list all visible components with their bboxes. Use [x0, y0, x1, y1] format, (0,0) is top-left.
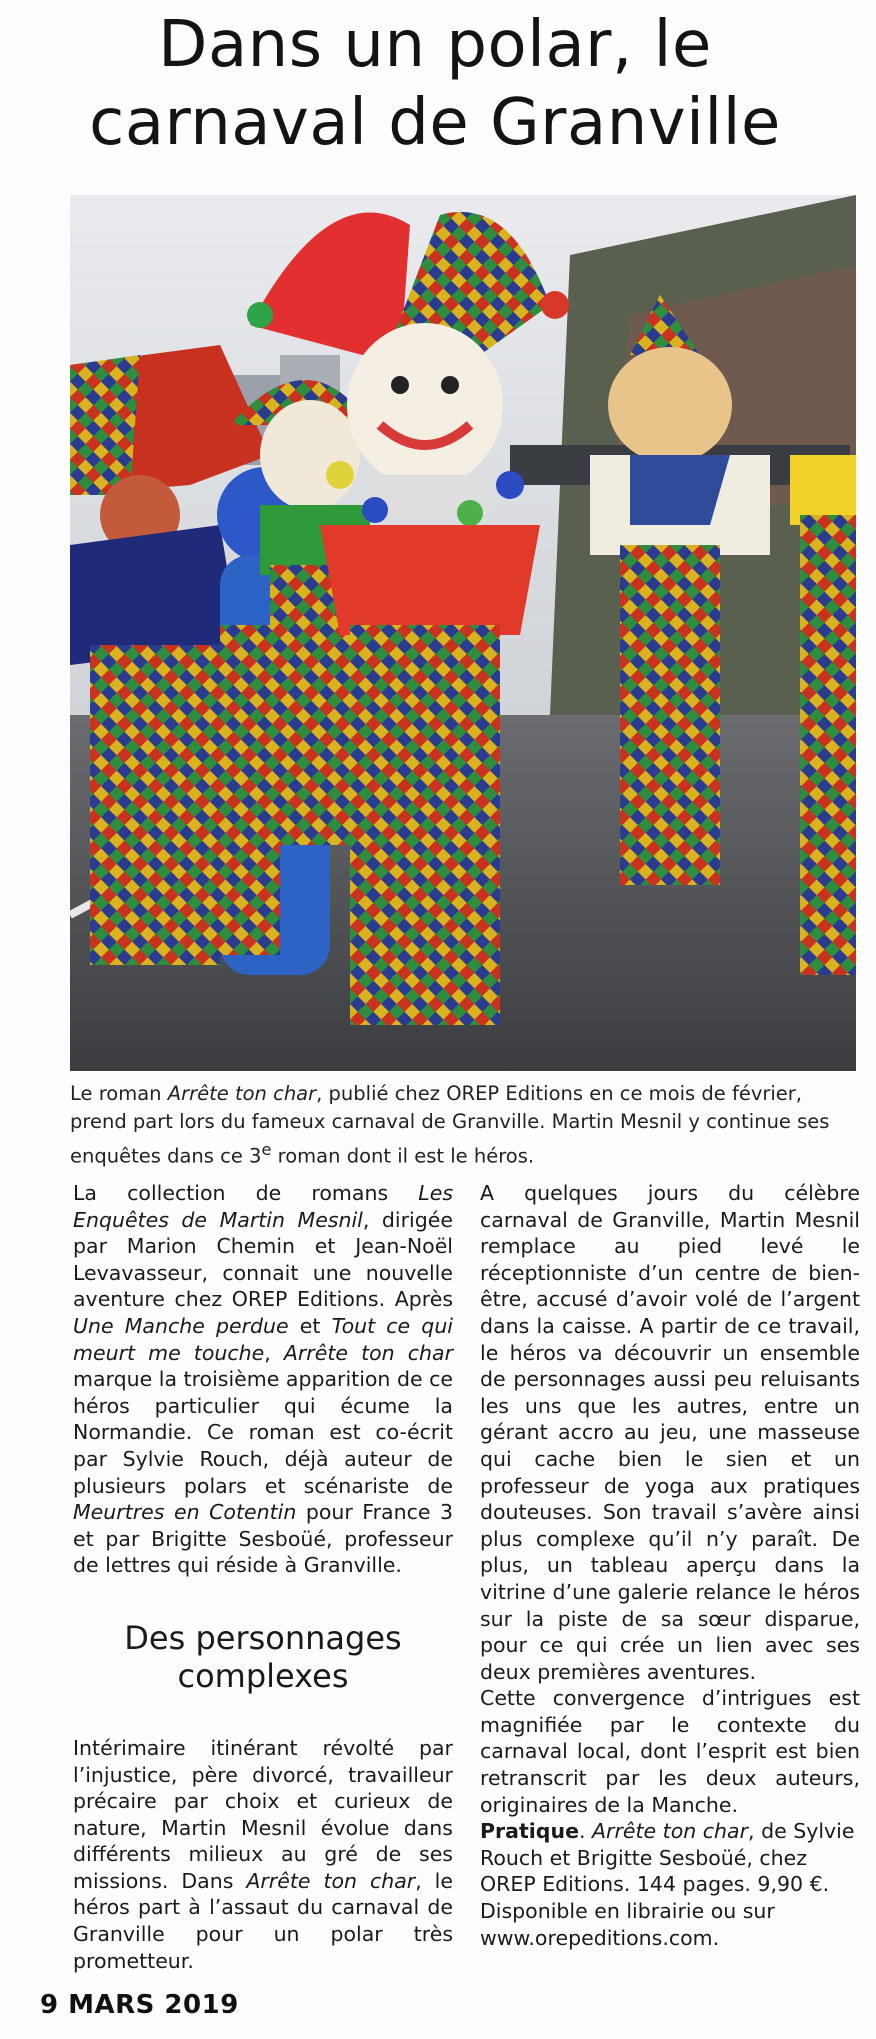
book-title: Tout ce qui meurt me touche: [73, 1313, 454, 1365]
book-title: Arrête ton char: [246, 1868, 416, 1893]
left-column: [73, 1180, 453, 1974]
caption-text: [70, 1080, 860, 1171]
headline-line-1: Dans un polar, le: [158, 8, 712, 82]
caption-ordinal: e: [261, 1140, 272, 1159]
character-paragraph: [73, 1735, 453, 1974]
text-span: , dirigée par Marion Chemin et Jean-Noël Levavasseur, connait une nouvelle aventure chez OREP Editions. Après: [73, 1207, 453, 1312]
plot-paragraph: A quelques jours du célèbre carnaval de Granville, Martin Mesnil remplace au pied levé le réceptionniste d’un centre de bien-être, accusé d’avoir volé de l’argent dans la caisse. A partir de ce travail, le héros va découvrir un ensemble de personnages aussi peu reluisants les uns que les autres, entre un gérant accro au jeu, une masseuse qui cache bien le sien et un professeur de yoga aux pratiques douteuses. Son travail s’avère ainsi plus complexe qu’il n’y paraît. De plus, un tableau aperçu dans la vitrine d’une galerie relance le héros sur la piste de sa sœur disparue, pour ce qui crée un lien avec ses deux premières aventures.: [480, 1181, 860, 1684]
text-span: pour France 3 et par Brigitte Sesboüé, professeur de lettres qui réside à Granville.: [73, 1500, 453, 1578]
caption-prefix: Le roman: [70, 1082, 168, 1105]
book-title: Arrête ton char: [283, 1340, 453, 1365]
text-span: ,: [264, 1340, 284, 1365]
headline-line-2: carnaval de Granville: [89, 86, 781, 160]
carnival-photo: [70, 195, 856, 1071]
caption-rest: , publié chez OREP Editions en ce mois de février, prend part lors du fameux carnaval de Granville. Martin Mesnil y continue ses enquêtes dans ce 3: [70, 1082, 830, 1168]
text-span: , le héros part à l’assaut du carnaval de Granville pour un polar très prometteur.: [73, 1868, 453, 1973]
book-title: Arrête ton char: [592, 1819, 749, 1844]
text-span: marque la troisième apparition de ce héros particulier qui écume la Normandie. Ce roman est co-écrit par Sylvie Rouch, déjà auteur de plusieurs polars et scénariste de: [73, 1367, 453, 1498]
photo-caption: [70, 1080, 860, 1171]
intro-paragraph: [73, 1180, 453, 1579]
convergence-paragraph: Cette convergence d’intrigues est magnifiée par le contexte du carnaval local, dont l’esprit est bien retranscrit par les deux auteurs, originaires de la Manche.: [480, 1686, 860, 1817]
caption-book-title: Arrête ton char: [167, 1082, 317, 1105]
issue-date: 9 MARS 2019: [40, 1990, 239, 2020]
section-subheading: [73, 1619, 453, 1695]
text-span: .: [578, 1819, 593, 1844]
caption-end: roman dont il est le héros.: [271, 1144, 535, 1168]
collection-title: Les Enquêtes de Martin Mesnil: [73, 1181, 453, 1232]
text-span: La collection de romans: [73, 1181, 419, 1205]
text-span: , de Sylvie Rouch et Brigitte Sesboüé, chez OREP Editions. 144 pages. 9,90 €. Disponible en librairie ou sur www.orepeditions.com.: [480, 1819, 855, 1950]
practical-label: Pratique: [480, 1819, 579, 1844]
book-title: Une Manche perdue: [73, 1313, 289, 1338]
subhead-line-1: Des personnages: [124, 1618, 402, 1657]
text-span: et: [288, 1313, 332, 1338]
series-title: Meurtres en Cotentin: [73, 1500, 297, 1525]
right-column: [480, 1180, 860, 1951]
headline: [40, 6, 830, 162]
text-span: Intérimaire itinérant révolté par l’injustice, père divorcé, travailleur précaire par choix et curieux de nature, Martin Mesnil évolue dans différents milieux au gré de ses missions. Dans: [73, 1735, 453, 1893]
practical-info: [480, 1818, 860, 1951]
subhead-line-2: complexes: [177, 1656, 349, 1695]
